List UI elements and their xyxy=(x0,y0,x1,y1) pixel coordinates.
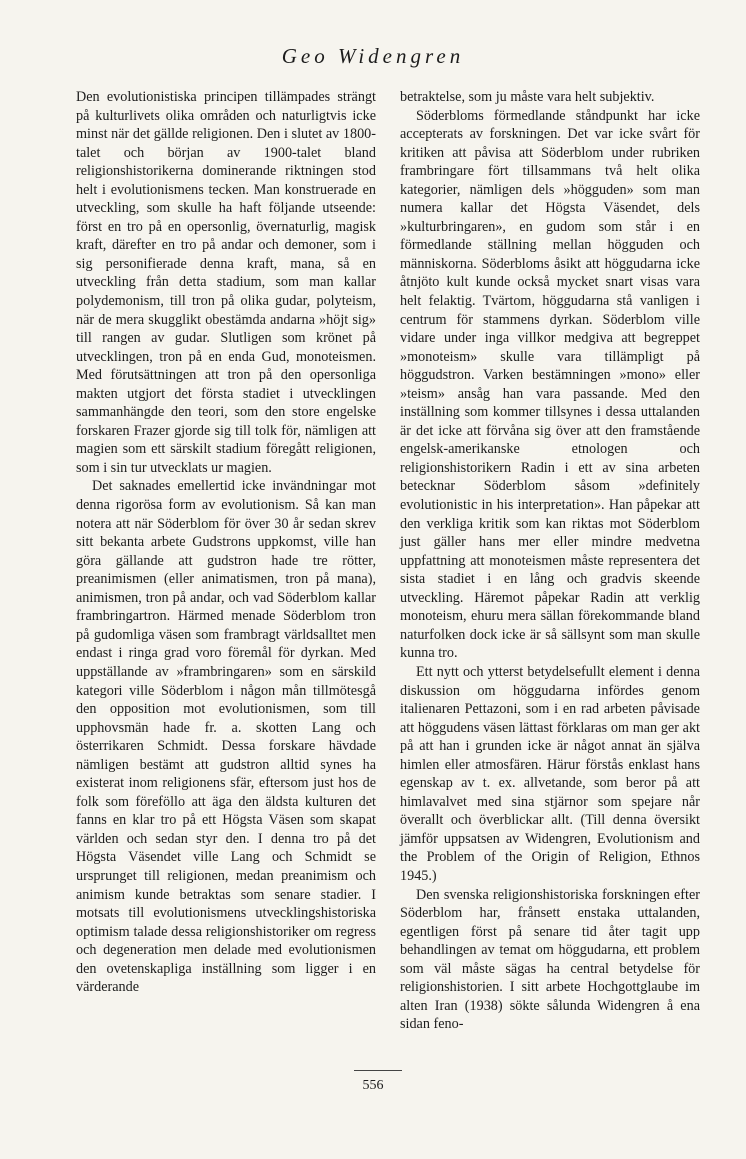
page-number: 556 xyxy=(362,1078,384,1093)
paragraph: Den evolutionistiska principen tillämpades strängt på kulturlivets olika områden och naturligtvis icke minst när det gällde religionen. Den i slutet av 1800-talet och början av 1900-talet bland religionshistorikerna dominerande riktningen stod helt i evolutionismens tecken. Man konstruerade en utveckling, som skulle ha haft följande utseende: först en tro på en opersonlig, övernaturlig, magisk kraft, därefter en tro på andar och demoner, som i sig personifierade denna kraft, mana, så en utveckling från detta stadium, som man kallar polydemonism, till tron på olika gudar, polyteism, när de mera skugglikt obestämda andarna »höjt sig» till rangen av gudar. Slutligen som krönet på utvecklingen, tron på en enda Gud, monoteismen. Med förutsättningen att tron på den opersonliga makten utgjort det första stadiet i utvecklingen sammanhängde den teori, som den store engelske forskaren Frazer gjorde sig till tolk för, nämligen att magien som ett särskilt stadium föregått religionen, som i sin tur utvecklats ur magien. xyxy=(76,89,376,476)
running-head-author: Geo Widengren xyxy=(281,44,465,68)
left-text-column xyxy=(76,88,376,997)
paragraph: Det saknades emellertid icke invändningar mot denna rigorösa form av evolutionism. Så kan man notera att när Söderblom för över 30 år sedan skrev sitt bekanta arbete Gudstrons uppkomst, ville han göra gällande att gudstron hade tre rötter, preanimismen (eller animatismen, tron på mana), animismen, tron på andar, och vad Söderblom kallar frambringartron. Härmed menade Söderblom tron på gudomliga väsen som frambragt världsalltet men endast i ringa grad voro föremål för dyrkan. Med uppställande av »frambringaren» som en särskild kategori ville Söderblom i någon mån tillmötesgå den opposition mot evolutionismen, som till upphovsmän hade fr. a. skotten Lang och österrikaren Schmidt. Dessa forskare hävdade nämligen bestämt att gudstron alltid synes ha existerat inom religionens sfär, eftersom just hos de folk som föreföllo att äga den äldsta kulturen det fanns en klar tro på ett Högsta Väsen som skapat världen och sedan styr den. I denna tro på det Högsta Väsendet ville Lang och Schmidt se ursprunget till religionen, medan preanimism och animism kunde betraktas som senare stadier. I motsats till evolutionismens utvecklingshistoriska optimism talade dessa religionshistoriker om regress och degeneration men delade med evolutionismen den ovetenskapliga inställning som ligger i en värderande xyxy=(76,478,376,996)
folio-rule xyxy=(354,1070,402,1071)
right-text-column xyxy=(400,88,700,1034)
paragraph: Söderbloms förmedlande ståndpunkt har icke accepterats av forskningen. Det var icke svårt för kritiken att påvisa att Söderblom under rubriken frambringare fört tillsammans två helt olika kategorier, nämligen dels »högguden» som man numera kallar det Högsta Väsendet, dels »kulturbringaren», en gudom som står i en förmedlande ställning mellan högguden och människorna. Söderbloms åsikt att höggudarna icke åtnjöto kult kunde också mycket snart visas vara helt felaktig. Tvärtom, höggudarna stå vanligen i centrum för stammens dyrkan. Söderblom ville vidare under inga villkor medgiva att begreppet »monoteism» skulle vara tillämpligt på höggudstron. Varken bestämningen »mono» eller »teism» ansåg han vara passande. Med den inställning som kommer tillsynes i dessa uttalanden är det icke att förvåna sig över att den framstående engelsk-amerikanske etnologen och religionshistorikern Radin i ett av sina arbeten betecknar Söderblom såsom »definitely evolutionistic in his interpretation». Han påpekar att den verkliga kritik som kan riktas mot Söderblom just gäller hans mer eller mindre medvetna uppfattning att monoteismen måste representera det sista stadiet i en lång och gradvis skeende utveckling. Häremot påpekar Radin att verklig monoteism, ehuru mera sällan förekommande bland naturfolken dock icke är så sällsynt som man skulle kunna tro. xyxy=(400,107,700,662)
paragraph: Den svenska religionshistoriska forskningen efter Söderblom har, frånsett enstaka uttalanden, egentligen först på senare tid åter tagit upp behandlingen av temat om höggudarna, ett problem som väl måste sägas ha central betydelse för religionshistorien. I sitt arbete Hochgottglaube im alten Iran (1938) sökte sålunda Widengren å ena sidan feno- xyxy=(400,886,700,1033)
paragraph: betraktelse, som ju måste vara helt subjektiv. xyxy=(400,89,655,105)
paragraph: Ett nytt och ytterst betydelsefullt element i denna diskussion om höggudarna infördes genom italienaren Pettazoni, som i en rad arbeten påvisade att höggudens väsen lättast förklaras om man ger akt på att han i grunden icke är något annat än själva himlen eller atmosfären. Härur förstås enklast hans egenskap av t. ex. allvetande, som beror på att himlavalvet med sina stjärnor som spejare når överallt och överblickar allt. (Till denna översikt jämför uppsatsen av Widengren, Evolutionism and the Problem of the Origin of Religion, Ethnos 1945.) xyxy=(400,663,700,884)
